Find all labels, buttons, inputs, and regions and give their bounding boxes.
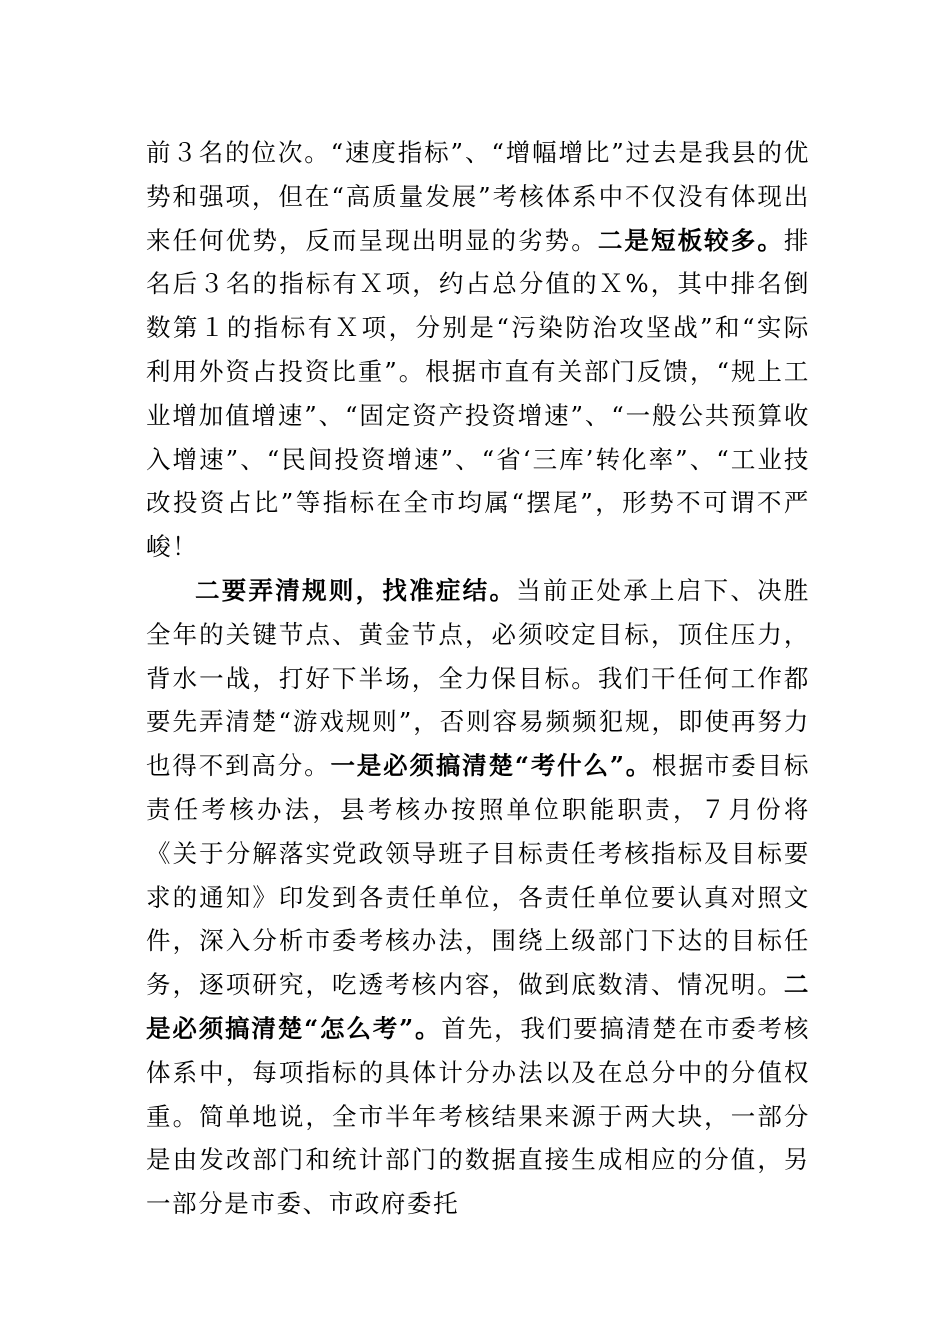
body-text: [146, 131, 810, 1226]
paragraph-1-text-a: 前３名的位次。“速度指标”、“增幅增比”过去是我县的优势和强项，但在“高质量发展”考核体系中不仅没有体现出来任何优势，反而呈现出明显的劣势。: [146, 138, 810, 255]
paragraph-2-text-b: 根据市委目标责任考核办法，县考核办按照单位职能职责，７月份将《关于分解落实党政领导班子目标责任考核指标及目标要求的通知》印发到各责任单位，各责任单位要认真对照文件，深入分析市委考核办法，围绕上级部门下达的目标任务，逐项研究，吃透考核内容，做到底数清、情况明。: [146, 751, 810, 1000]
paragraph-1-heading-weakness: 二是短板较多。: [597, 225, 784, 255]
paragraph-2-subheading-what: 一是必须搞清楚“考什么”。: [330, 751, 653, 781]
paragraph-rules: [146, 569, 810, 1226]
paragraph-continued: [146, 131, 810, 569]
paragraph-2-text-c: 首先，我们要搞清楚在市委考核体系中，每项指标的具体计分办法以及在总分中的分值权重。简单地说，全市半年考核结果来源于两大块，一部分是由发改部门和统计部门的数据直接生成相应的分值，另一部分是市委、市政府委托: [146, 1013, 810, 1219]
paragraph-2-subheading-how: 二是必须搞清楚“怎么考”。: [146, 970, 810, 1043]
paragraph-2-heading: 二要弄清规则，找准症结。: [195, 575, 517, 605]
paragraph-2-text-a: 当前正处承上启下、决胜全年的关键节点、黄金节点，必须咬定目标，顶住压力，背水一战，打好下半场，全力保目标。我们干任何工作都要先弄清楚“游戏规则”，否则容易频频犯规，即使再努力也得不到高分。: [146, 575, 810, 781]
paragraph-1-text-b: 排名后３名的指标有Ｘ项，约占总分值的Ｘ%，其中排名倒数第１的指标有Ｘ项，分别是“污染防治攻坚战”和“实际利用外资占投资比重”。根据市直有关部门反馈，“规上工业增加值增速”、“固定资产投资增速”、“一般公共预算收入增速”、“民间投资增速”、“省‘三库’转化率”、“工业技改投资占比”等指标在全市均属“摆尾”，形势不可谓不严峻！: [146, 225, 811, 562]
